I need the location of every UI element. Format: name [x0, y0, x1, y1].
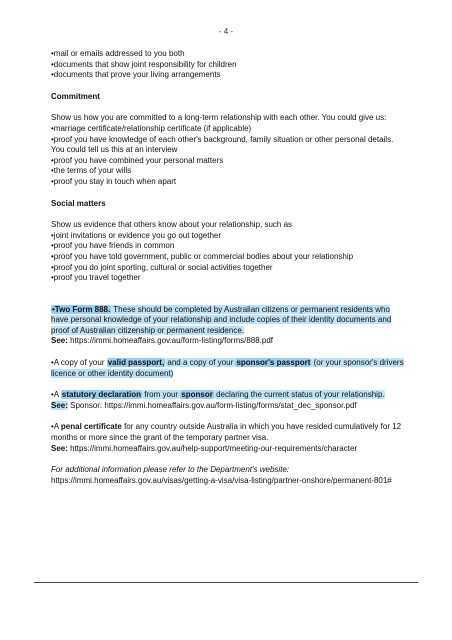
- penal-text-post: for any country outside Australia in which you have resided cumulatively for 12 months or more since the grant of the temporary partner visa.: [51, 422, 402, 443]
- see-label: See:: [51, 443, 68, 453]
- list-item: •proof you do joint sporting, cultural or social activities together: [51, 262, 273, 272]
- statdec-see: [51, 401, 406, 412]
- penal-text-pre: •A: [51, 422, 61, 432]
- additional-info-paragraph: [51, 465, 406, 486]
- list-item: •proof you have friends in common: [51, 241, 175, 251]
- form-888-paragraph: [51, 305, 406, 337]
- statdec-text-mid: from your: [142, 390, 181, 400]
- additional-info-link[interactable]: https://immi.homeaffairs.gov.au/visas/getting-a-visa/visa-listing/partner-onshore/permanent-801#: [51, 475, 392, 485]
- additional-info-text: For additional information please refer to the Department's website:: [51, 465, 290, 475]
- social-intro: Show us evidence that others know about your relationship, such as: [51, 220, 293, 230]
- commitment-intro: Show us how you are committed to a long-term relationship with each other. You could give us:: [51, 113, 387, 123]
- commitment-heading: Commitment: [51, 91, 100, 101]
- document-body: [51, 49, 406, 486]
- see-label: See:: [51, 336, 68, 346]
- list-item: •marriage certificate/relationship certificate (if applicable): [51, 123, 252, 133]
- penal-see: [51, 444, 406, 455]
- list-item: •joint invitations or evidence you go out together: [51, 230, 222, 240]
- penal-paragraph: [51, 422, 406, 443]
- form-888-see: [51, 336, 406, 347]
- social-heading: Social matters: [51, 198, 106, 208]
- penal-link[interactable]: https://immi.homeaffairs.gov.au/help-support/meeting-our-requirements/character: [67, 443, 358, 453]
- statutory-declaration-text: statutory declaration: [61, 390, 142, 400]
- statdec-text-post: declaring the current status of your relationship.: [213, 390, 385, 400]
- passport-text-pre: •A copy of your: [51, 358, 107, 368]
- passport-text-post: (or your sponsor's drivers licence or other identity document): [51, 358, 404, 378]
- list-item: •the terms of your wills: [51, 166, 132, 176]
- page-number: - 4 -: [218, 27, 234, 36]
- list-item: •proof you have combined your personal matters: [51, 155, 224, 165]
- list-item: •proof you have told government, public or commercial bodies about your relationship: [51, 251, 354, 261]
- footer-divider: [34, 582, 418, 583]
- list-item: •documents that show joint responsibility for children: [51, 59, 237, 69]
- statdec-text-pre: •A: [51, 390, 61, 400]
- passport-text-mid: and a copy of your: [165, 358, 236, 368]
- sponsor-text: sponsor: [181, 390, 213, 400]
- statdec-link[interactable]: Sponsor: https://immi.homeaffairs.gov.au/form-listing/forms/stat_dec_sponsor.pdf: [67, 400, 357, 410]
- statdec-paragraph: [51, 390, 406, 401]
- passport-paragraph: [51, 358, 406, 379]
- penal-certificate-text: penal certificate: [60, 422, 122, 432]
- see-label: See:: [51, 400, 68, 410]
- list-item: •proof you have knowledge of each other's background, family situation or other personal details. You could tell us this at an interview: [51, 134, 394, 155]
- list-item: •proof you stay in touch when apart: [51, 176, 177, 186]
- sponsor-passport-text: sponsor's passport: [236, 358, 311, 368]
- form-888-title: •Two Form 888.: [52, 304, 111, 314]
- list-item: •proof you travel together: [51, 273, 141, 283]
- form-888-text: These should be completed by Australian citizens or permanent residents who have personal knowledge of your relationship and include copies of their identity documents and proof of Australian citizenship or permanent residence.: [51, 304, 392, 335]
- list-item: •mail or emails addressed to you both: [51, 49, 185, 58]
- list-item: •documents that prove your living arrangements: [51, 70, 221, 80]
- form-888-link[interactable]: https://immi.homeaffairs.gov.au/form-listing/forms/888.pdf: [67, 336, 274, 346]
- valid-passport-text: valid passport,: [107, 358, 165, 368]
